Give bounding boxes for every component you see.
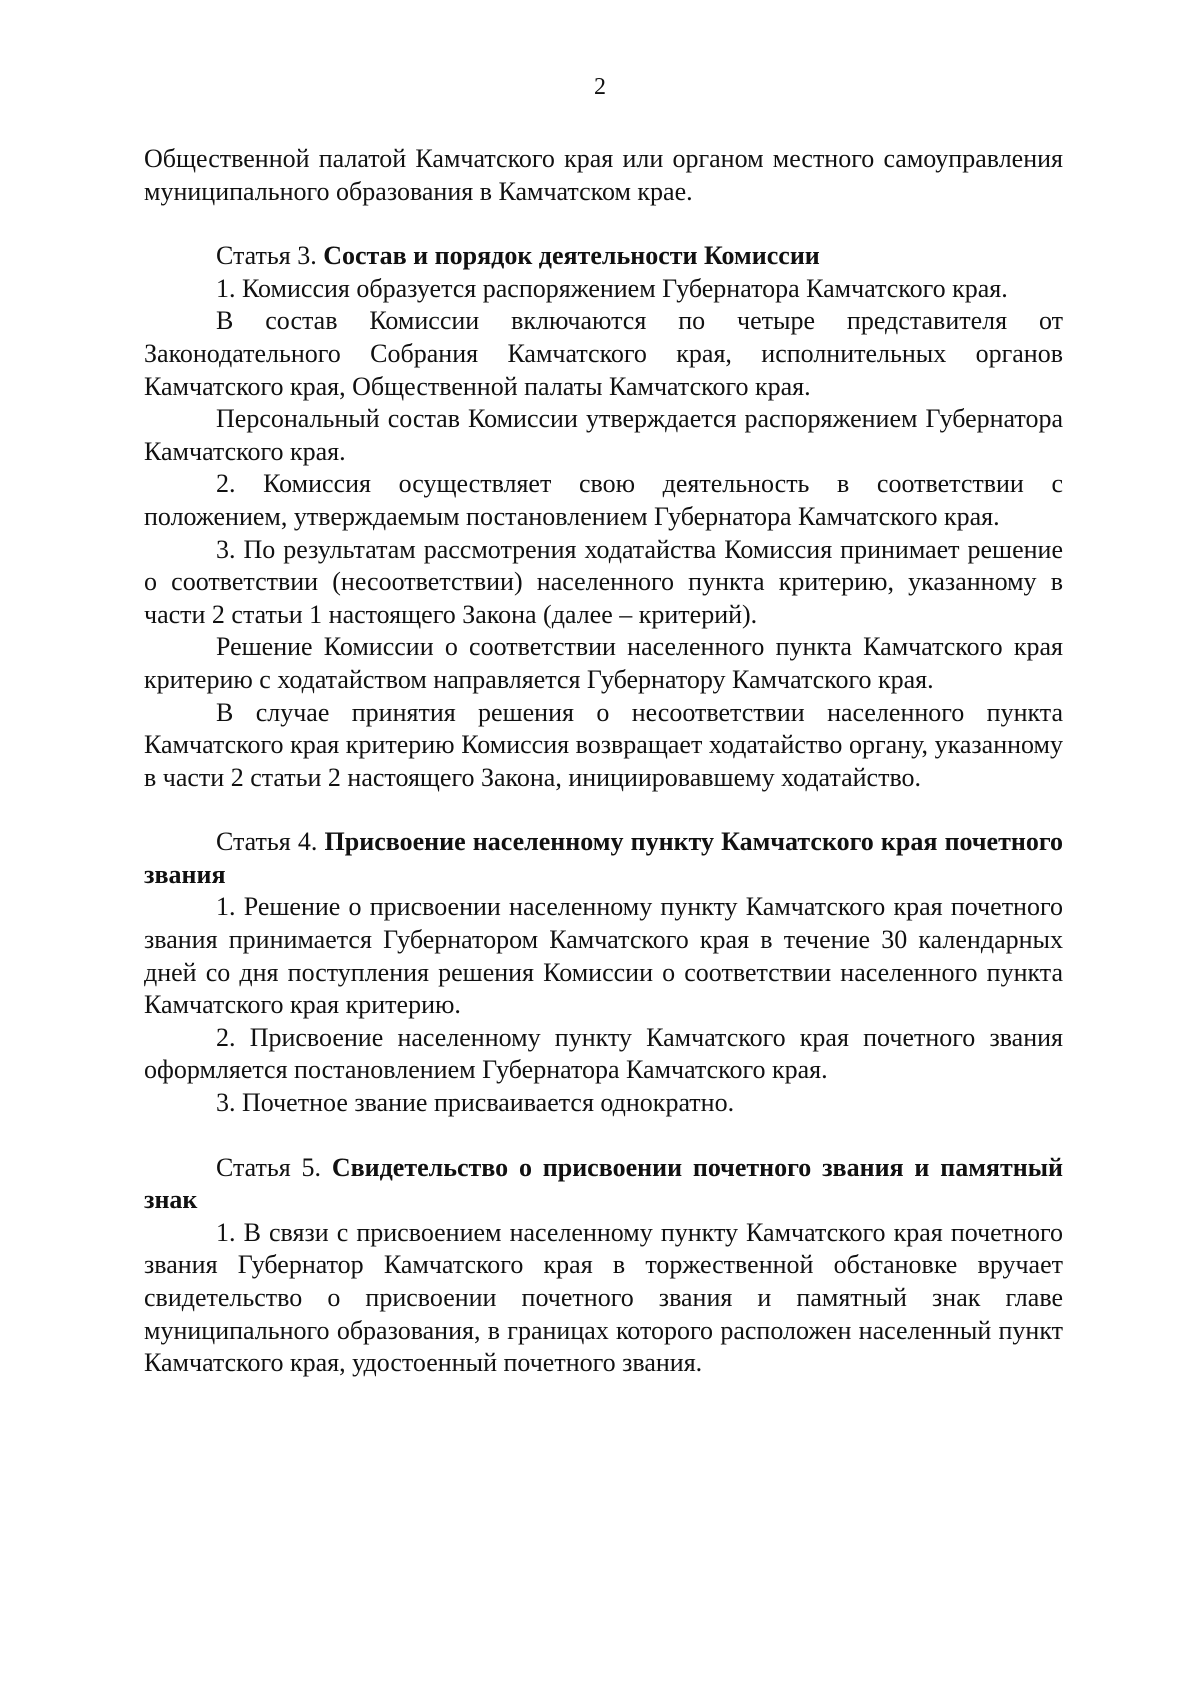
article-4-paragraph: 1. Решение о присвоении населенному пункту Камчатского края почетного звания принимается Губернатором Камчатского края в течение 30 календарных дней со дня поступления решения Комиссии о соответствии населенного пункта Камчатского края критерию.: [144, 892, 1063, 1020]
intro-paragraph: Общественной палатой Камчатского края или органом местного самоуправления муниципального образования в Камчатском крае.: [144, 144, 1063, 206]
section-gap: [144, 208, 1063, 240]
article-5-prefix: Статья 5.: [216, 1152, 332, 1182]
article-4-paragraph: 2. Присвоение населенному пункту Камчатского края почетного звания оформляется постановлением Губернатора Камчатского края.: [144, 1022, 1063, 1085]
section-gap: [144, 794, 1063, 826]
page-number: 2: [594, 74, 606, 100]
article-5-heading: [144, 1152, 1063, 1217]
article-3-paragraph: 2. Комиссия осуществляет свою деятельность в соответствии с положением, утверждаемым постановлением Губернатора Камчатского края.: [144, 469, 1063, 531]
article-3-paragraph: В состав Комиссии включаются по четыре представителя от Законодательного Собрания Камчатского края, исполнительных органов Камчатского края, Общественной палаты Камчатского края.: [144, 306, 1063, 401]
article-3-heading: [144, 240, 1063, 273]
article-3-title: Состав и порядок деятельности Комиссии: [323, 241, 820, 271]
article-4-heading: [144, 826, 1063, 891]
section-gap: [144, 1120, 1063, 1152]
article-3-prefix: Статья 3.: [216, 241, 324, 271]
document-body: [144, 143, 1063, 1380]
article-4-title: Присвоение населенному пункту Камчатского края почетного звания: [144, 827, 1063, 889]
article-5-paragraph: 1. В связи с присвоением населенному пункту Камчатского края почетного звания Губернатор Камчатского края в торжественной обстановке вручает свидетельство о присвоении почетного звания и памятный знак главе муниципального образования, в границах которого расположен населенный пункт Камчатского края, удостоенный почетного звания.: [144, 1217, 1063, 1378]
article-3-paragraph: 1. Комиссия образуется распоряжением Губернатора Камчатского края.: [216, 273, 1008, 303]
article-4-paragraph: 3. Почетное звание присваивается однократно.: [216, 1088, 735, 1118]
article-3-paragraph: Персональный состав Комиссии утверждается распоряжением Губернатора Камчатского края.: [144, 404, 1063, 466]
article-5-title: Свидетельство о присвоении почетного звания и памятный знак: [144, 1152, 1063, 1215]
article-4-prefix: Статья 4.: [216, 827, 325, 857]
article-3-paragraph: 3. По результатам рассмотрения ходатайства Комиссия принимает решение о соответствии (несоответствии) населенного пункта критерию, указанному в части 2 статьи 1 настоящего Закона (далее – критерий).: [144, 534, 1063, 629]
article-3-paragraph: В случае принятия решения о несоответствии населенного пункта Камчатского края критерию Комиссия возвращает ходатайство органу, указанному в части 2 статьи 2 настоящего Закона, инициировавшему ходатайство.: [144, 697, 1063, 792]
article-3-paragraph: Решение Комиссии о соответствии населенного пункта Камчатского края критерию с ходатайством направляется Губернатору Камчатского края.: [144, 632, 1063, 694]
